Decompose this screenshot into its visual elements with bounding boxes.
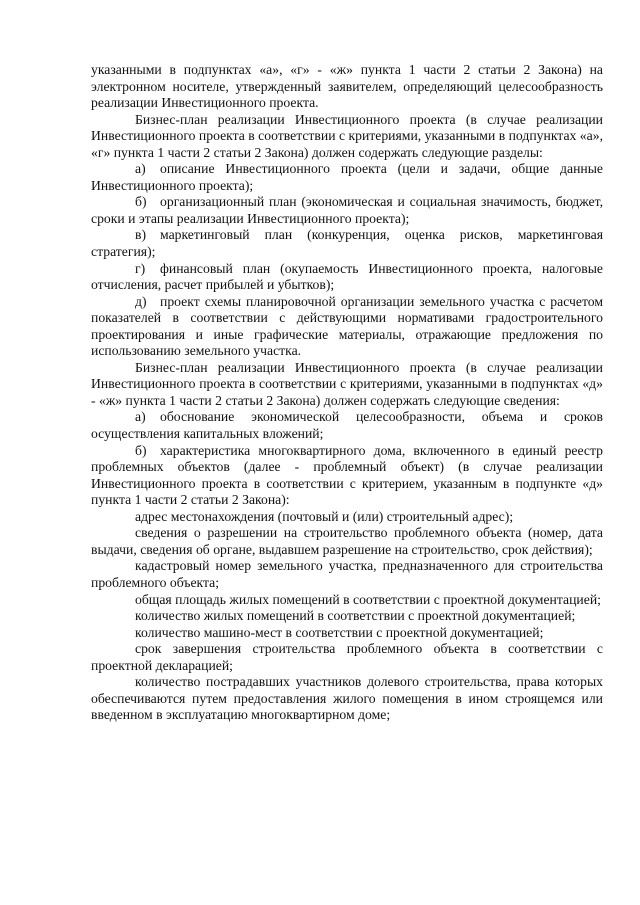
list-item-text: организационный план (экономическая и социальная значимость, бюджет, сроки и этапы реализации Инвестиционного проекта); <box>91 194 603 226</box>
list-marker: а) <box>135 409 146 425</box>
paragraph: количество машино-мест в соответствии с проектной документацией; <box>135 624 544 640</box>
paragraph: Бизнес-план реализации Инвестиционного проекта (в случае реализации Инвестиционного проекта в соответствии с критериями, указанными в подпунктах «д» - «ж» пункта 1 части 2 статьи 2 Закона) должен содержать следующие сведения: <box>91 359 603 408</box>
list-item <box>91 227 603 260</box>
list-marker: б) <box>135 442 147 458</box>
list-marker: д) <box>135 293 147 309</box>
paragraph: адрес местонахождения (почтовый и (или) строительный адрес); <box>135 508 514 524</box>
list-item <box>91 261 603 294</box>
list-item <box>91 194 603 227</box>
list-item <box>91 294 603 360</box>
list-item-text: характеристика многоквартирного дома, включенного в единый реестр проблемных объектов (далее - проблемный объект) (в случае реализации Инвестиционного проекта в соответствии с критерием, указанным в подпункте «д» пункта 1 части 2 статьи 2 Закона): <box>91 442 603 508</box>
list-item <box>91 161 603 194</box>
paragraph: кадастровый номер земельного участка, предназначенного для строительства проблемного объекта; <box>91 558 603 590</box>
list-item-text: финансовый план (окупаемость Инвестиционного проекта, налоговые отчисления, расчет прибылей и убытков); <box>91 260 603 293</box>
list-item-text: проект схемы планировочной организации земельного участка с расчетом показателей в соответствии с действующими нормативами градостроительного проектирования и иные графические материалы, отражающие предложения по использованию земельного участка. <box>91 293 603 359</box>
list-item-text: обоснование экономической целесообразности, объема и сроков осуществления капитальных вложений; <box>91 409 603 442</box>
paragraph: количество пострадавших участников долевого строительства, права которых обеспечиваются путем предоставления жилого помещения в ином строящемся или введенном в эксплуатацию многоквартирном доме; <box>91 674 603 723</box>
paragraph: количество жилых помещений в соответствии с проектной документацией; <box>135 608 576 624</box>
list-marker: б) <box>135 194 147 210</box>
list-marker: г) <box>135 260 146 276</box>
document-body <box>91 62 603 724</box>
list-item-text: маркетинговый план (конкуренция, оценка рисков, маркетинговая стратегия); <box>91 227 603 260</box>
paragraph: указанными в подпунктах «а», «г» - «ж» пункта 1 части 2 статьи 2 Закона) на электронном носителе, утвержденный заявителем, определяющий целесообразность реализации Инвестиционного проекта. <box>91 62 603 111</box>
paragraph: срок завершения строительства проблемного объекта в соответствии с проектной декларацией; <box>91 641 603 673</box>
list-marker: а) <box>135 161 146 177</box>
paragraph: Бизнес-план реализации Инвестиционного проекта (в случае реализации Инвестиционного проекта в соответствии с критериями, указанными в подпунктах «а», «г» пункта 1 части 2 статьи 2 Закона) должен содержать следующие разделы: <box>91 111 603 160</box>
paragraph: общая площадь жилых помещений в соответствии с проектной документацией; <box>135 591 601 607</box>
list-item <box>91 409 603 442</box>
list-item <box>91 443 603 509</box>
list-item-text: описание Инвестиционного проекта (цели и задачи, общие данные Инвестиционного проекта); <box>91 161 603 193</box>
list-marker: в) <box>135 227 147 243</box>
paragraph: сведения о разрешении на строительство проблемного объекта (номер, дата выдачи, сведения об органе, выдавшем разрешение на строительство, срок действия); <box>91 525 603 557</box>
